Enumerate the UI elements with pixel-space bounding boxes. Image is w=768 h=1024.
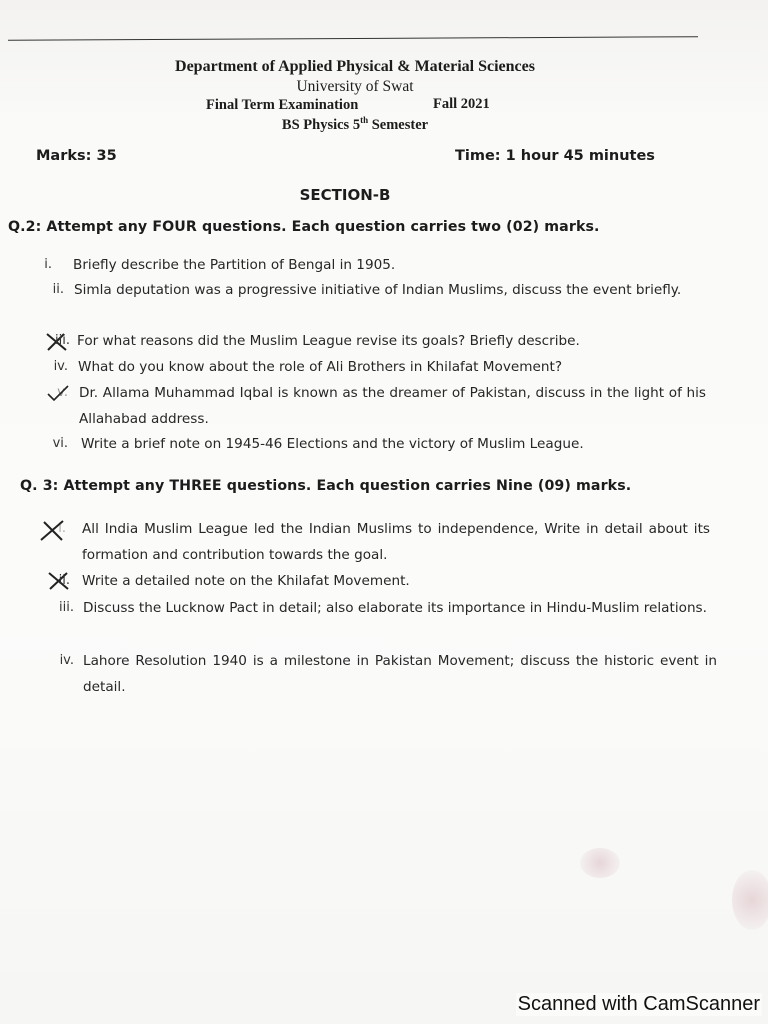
scan-smudge [732, 870, 768, 930]
q3-item-number: ii. [58, 573, 70, 588]
q3-heading: Q. 3: Attempt any THREE questions. Each question carries Nine (09) marks. [20, 478, 632, 494]
q2-item-text: For what reasons did the Muslim League revise its goals? Briefly describe. [77, 333, 580, 349]
q3-item-number: iii. [59, 600, 74, 615]
q2-item-text: Briefly describe the Partition of Bengal in 1905. [73, 257, 396, 273]
section-title: SECTION-B [299, 186, 391, 204]
q3-item-1 [0, 516, 768, 568]
time-allowed: Time: 1 hour 45 minutes [455, 148, 655, 164]
q3-item-4 [0, 648, 768, 700]
exam-title: Final Term Examination [206, 97, 359, 113]
q2-item-number: v. [57, 385, 68, 400]
scanner-watermark: Scanned with CamScanner [517, 993, 760, 1015]
q2-item-number: vi. [52, 436, 68, 451]
scan-smudge [580, 848, 620, 878]
q3-item-number: iv. [59, 653, 74, 668]
q2-item-number: i. [44, 257, 52, 272]
q2-item-text: Simla deputation was a progressive initiative of Indian Muslims, discuss the event briefly. [74, 282, 682, 298]
q2-item-text: What do you know about the role of Ali Brothers in Khilafat Movement? [78, 359, 563, 375]
q2-item-number: iii. [55, 333, 70, 348]
q2-item-1 [0, 252, 768, 278]
q3-item-3 [0, 595, 768, 647]
q2-item-number: iv. [53, 359, 68, 374]
q2-item-text: Dr. Allama Muhammad Iqbal is known as the dreamer of Pakistan, discuss in the light of his Allahabad address. [79, 385, 706, 427]
q2-item-4 [0, 354, 768, 380]
q3-item-text: Discuss the Lucknow Pact in detail; also elaborate its importance in Hindu-Muslim relations. [83, 600, 707, 616]
program-suffix: Semester [368, 116, 429, 133]
q3-item-2 [0, 568, 768, 594]
department-title: Department of Applied Physical & Material Sciences [175, 58, 535, 75]
program-superscript: th [360, 115, 369, 125]
program-prefix: BS Physics 5 [281, 116, 361, 133]
q3-item-text: All India Muslim League led the Indian Muslims to independence, Write in detail about its formation and contribution towards the goal. [82, 521, 710, 563]
q3-item-number: i. [58, 521, 66, 536]
q2-item-2 [0, 277, 768, 329]
q3-item-text: Write a detailed note on the Khilafat Movement. [82, 573, 410, 589]
q2-item-5 [0, 380, 768, 432]
q2-item-text: Write a brief note on 1945-46 Elections and the victory of Muslim League. [81, 436, 584, 452]
q2-item-6 [0, 431, 768, 457]
q2-item-number: ii. [52, 282, 64, 297]
top-rule [8, 36, 698, 41]
exam-term: Fall 2021 [433, 96, 490, 112]
total-marks: Marks: 35 [36, 148, 117, 164]
program-semester [150, 115, 560, 134]
q2-item-3 [0, 328, 768, 354]
q2-heading: Q.2: Attempt any FOUR questions. Each question carries two (02) marks. [8, 219, 600, 235]
university-name: University of Swat [296, 78, 414, 95]
q3-item-text: Lahore Resolution 1940 is a milestone in Pakistan Movement; discuss the historic event in detail. [83, 653, 717, 695]
